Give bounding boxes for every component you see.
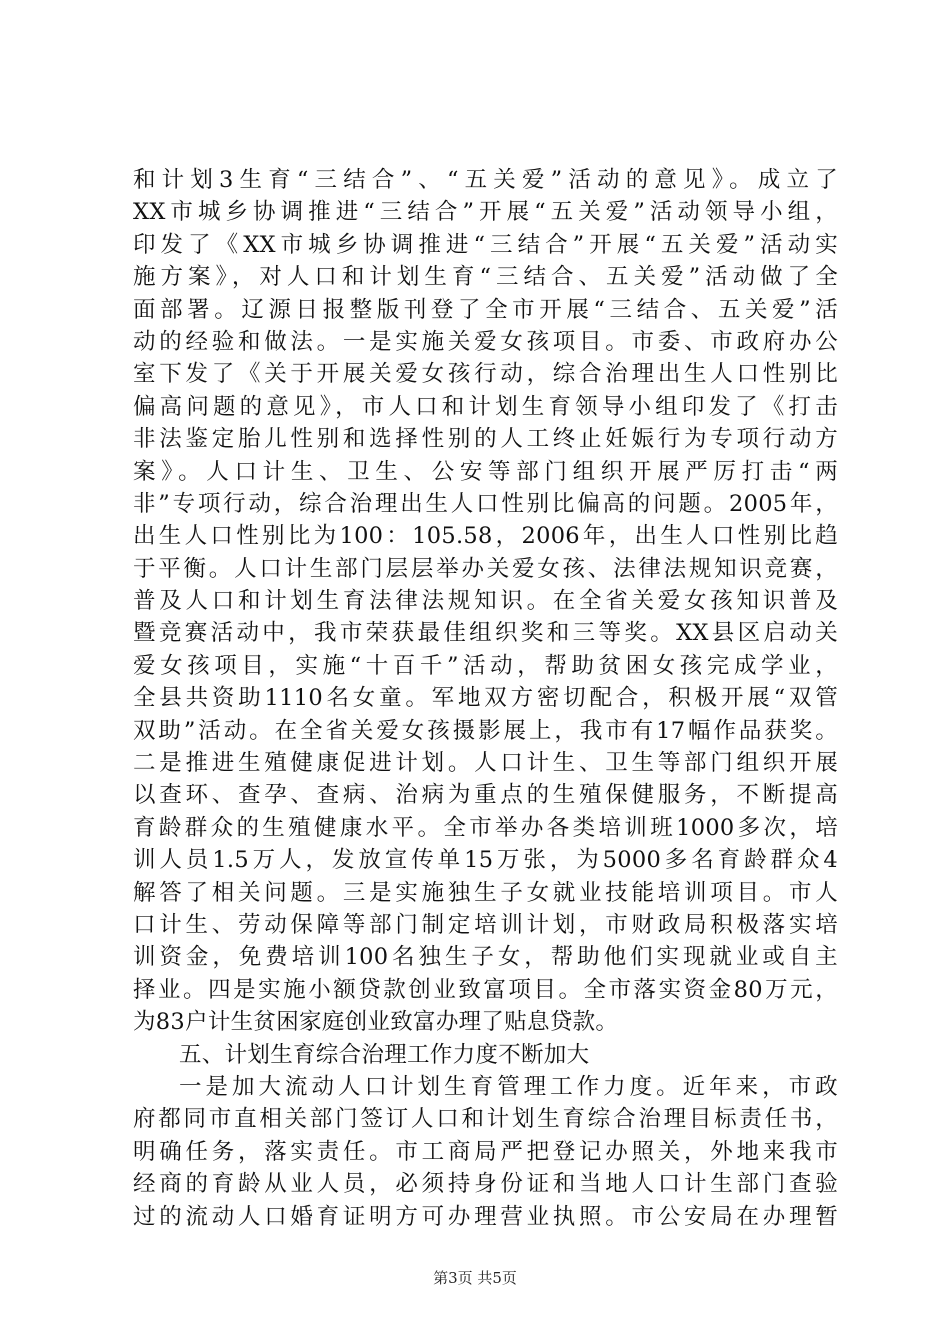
text-line: 双助”活动。在全省关爱女孩摄影展上，我市有17幅作品获奖。: [133, 717, 838, 744]
section-heading: 五、计划生育综合治理工作力度不断加大: [179, 1041, 590, 1068]
text-line: 施方案》，对人口和计划生育“三结合、五关爱”活动做了全: [133, 264, 838, 291]
document-body: [133, 164, 838, 1233]
text-line: 面部署。辽源日报整版刊登了全市开展“三结合、五关爱”活: [133, 296, 838, 323]
text-line: 非法鉴定胎儿性别和选择性别的人工终止妊娠行为专项行动方: [133, 426, 838, 453]
text-line: 为83户计生贫困家庭创业致富办理了贴息贷款。: [133, 1009, 619, 1036]
text-line: 经商的育龄从业人员，必须持身份证和当地人口计生部门查验: [133, 1171, 838, 1198]
text-line: 非”专项行动，综合治理出生人口性别比偏高的问题。2005年，: [133, 490, 838, 517]
text-line: 育龄群众的生殖健康水平。全市举办各类培训班1000多次，培: [133, 814, 838, 841]
text-line: 一是加大流动人口计划生育管理工作力度。近年来，市政: [179, 1073, 838, 1100]
text-line: 普及人口和计划生育法律法规知识。在全省关爱女孩知识普及: [133, 588, 838, 615]
text-line: 明确任务，落实责任。市工商局严把登记办照关，外地来我市: [133, 1138, 838, 1165]
text-line: 口计生、劳动保障等部门制定培训计划，市财政局积极落实培: [133, 911, 838, 938]
text-line: 择业。四是实施小额贷款创业致富项目。全市落实资金80万元，: [133, 976, 838, 1003]
text-line: 室下发了《关于开展关爱女孩行动，综合治理出生人口性别比: [133, 361, 838, 388]
text-line: 府都同市直相关部门签订人口和计划生育综合治理目标责任书，: [133, 1106, 838, 1133]
text-line: 动的经验和做法。一是实施关爱女孩项目。市委、市政府办公: [133, 328, 838, 355]
text-line: 过的流动人口婚育证明方可办理营业执照。市公安局在办理暂: [133, 1203, 838, 1230]
text-line: 暨竞赛活动中，我市荣获最佳组织奖和三等奖。XX县区启动关: [133, 620, 838, 647]
text-line: 偏高问题的意见》，市人口和计划生育领导小组印发了《打击: [133, 393, 838, 420]
text-line: 爱女孩项目，实施“十百千”活动，帮助贫困女孩完成学业，: [133, 652, 838, 679]
text-line: 全县共资助1110名女童。军地双方密切配合，积极开展“双管: [133, 685, 838, 712]
text-line: 和计划3生育“三结合”、“五关爱”活动的意见》。成立了: [133, 167, 838, 193]
text-line: XX市城乡协调推进“三结合”开展“五关爱”活动领导小组，: [133, 199, 838, 226]
page-number-footer: 第3页 共5页: [433, 1269, 517, 1287]
text-line: 二是推进生殖健康促进计划。人口计生、卫生等部门组织开展: [133, 750, 838, 777]
text-line: 训人员1.5万人，发放宣传单15万张，为5000多名育龄群众4: [133, 847, 838, 874]
text-line: 解答了相关问题。三是实施独生子女就业技能培训项目。市人: [133, 879, 838, 906]
text-line: 出生人口性别比为100：105.58，2006年，出生人口性别比趋: [133, 523, 838, 550]
text-line: 于平衡。人口计生部门层层举办关爱女孩、法律法规知识竞赛，: [133, 555, 838, 582]
text-line: 案》。人口计生、卫生、公安等部门组织开展严厉打击“两: [133, 458, 838, 485]
text-line: 印发了《XX市城乡协调推进“三结合”开展“五关爱”活动实: [133, 231, 838, 258]
text-line: 训资金，免费培训100名独生子女，帮助他们实现就业或自主: [133, 944, 838, 971]
text-line: 以查环、查孕、查病、治病为重点的生殖保健服务，不断提高: [133, 782, 838, 809]
